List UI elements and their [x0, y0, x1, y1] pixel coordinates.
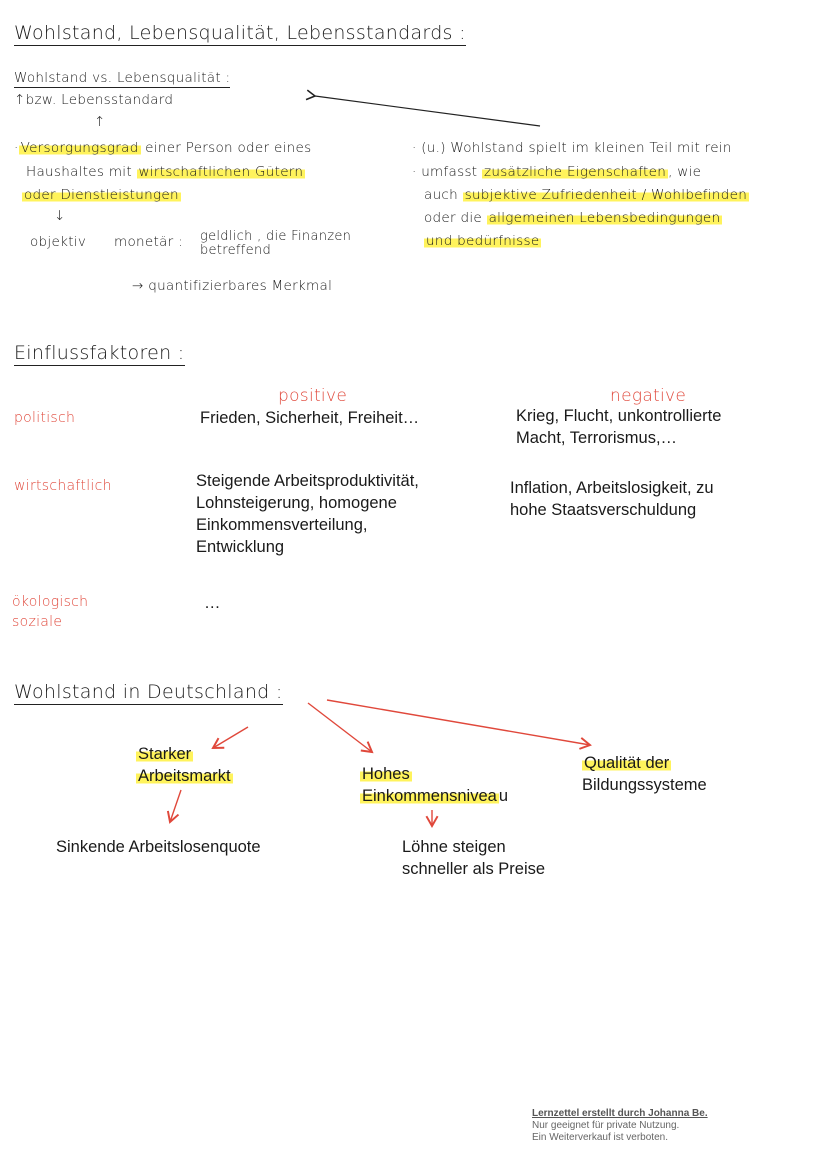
monetaer-label: monetär : — [114, 234, 183, 250]
section2-title: Einflussfaktoren : — [14, 342, 185, 364]
wirtschaftlich-positive: Steigende Arbeitsproduktivität, Lohnsteigerung, homogene Einkommensverteilung, Entwicklung — [196, 472, 419, 556]
objektiv-label: objektiv — [30, 234, 87, 250]
quantifizierbar-text: → quantifizierbares Merkmal — [132, 278, 333, 294]
label-politisch: politisch — [14, 410, 76, 426]
footer-note: Lernzettel erstellt durch Johanna Be. Nur geeignet für private Nutzung. Ein Weiterverkauf ist verboten. — [532, 1108, 708, 1143]
result-sinkende-arbeitslosenquote: Sinkende Arbeitslosenquote — [56, 838, 261, 856]
label-oekologisch-soziale: ökologisch soziale — [12, 594, 89, 630]
negative-header: negative — [610, 386, 687, 406]
node-starker-arbeitsmarkt: Starker Arbeitsmarkt — [138, 745, 231, 785]
node-hohes-einkommensniveau: Hohes Einkommensnivea u — [362, 765, 508, 805]
politisch-negative: Krieg, Flucht, unkontrollierte Macht, Terrorismus,… — [516, 407, 722, 447]
label-wirtschaftlich: wirtschaftlich — [14, 478, 112, 494]
result-loehne-steigen: Löhne steigen schneller als Preise — [402, 838, 546, 878]
arrow-to-sinkende-quote — [170, 790, 181, 822]
connector-arrow-lebensstandard — [315, 96, 540, 126]
down-arrow: ↓ — [54, 208, 66, 224]
right-definition-line5: und bedürfnisse — [426, 233, 540, 249]
arrow-to-bildungssysteme — [327, 700, 590, 745]
node-bildungssysteme: Qualität der Bildungssysteme — [582, 754, 707, 794]
left-definition-line3: oder Dienstleistungen — [24, 187, 179, 203]
section3-title: Wohlstand in Deutschland : — [14, 681, 283, 703]
arrow-to-hohes-einkommen — [308, 703, 372, 752]
left-definition-line2: Haushaltes mit wirtschaftlichen Gütern — [26, 164, 304, 180]
wirtschaftlich-negative: Inflation, Arbeitslosigkeit, zu hohe Staatsverschuldung — [510, 479, 714, 519]
right-definition-line3: auch subjektive Zufriedenheit / Wohlbefinden — [424, 187, 748, 203]
positive-header: positive — [278, 386, 348, 406]
politisch-positive: Frieden, Sicherheit, Freiheit… — [200, 409, 420, 427]
right-definition-line2: · umfasst zusätzliche Eigenschaften , wie — [412, 164, 702, 180]
right-definition-line4: oder die allgemeinen Lebensbedingungen — [424, 210, 721, 226]
up-arrow: ↑ — [94, 114, 106, 130]
right-definition-line1: · (u.) Wohlstand spielt im kleinen Teil mit rein — [412, 140, 732, 156]
geldlich-text: geldlich , die Finanzen betreffend — [200, 229, 352, 258]
left-definition-line1: · Versorgungsgrad einer Person oder eines — [14, 140, 312, 156]
subtitle-line1: Wohlstand vs. Lebensqualität : — [14, 70, 231, 86]
oekologisch-positive: … — [204, 594, 221, 612]
section1-title: Wohlstand, Lebensqualität, Lebensstandards : — [14, 22, 466, 44]
subtitle-line2: ↑bzw. Lebensstandard — [14, 92, 174, 108]
